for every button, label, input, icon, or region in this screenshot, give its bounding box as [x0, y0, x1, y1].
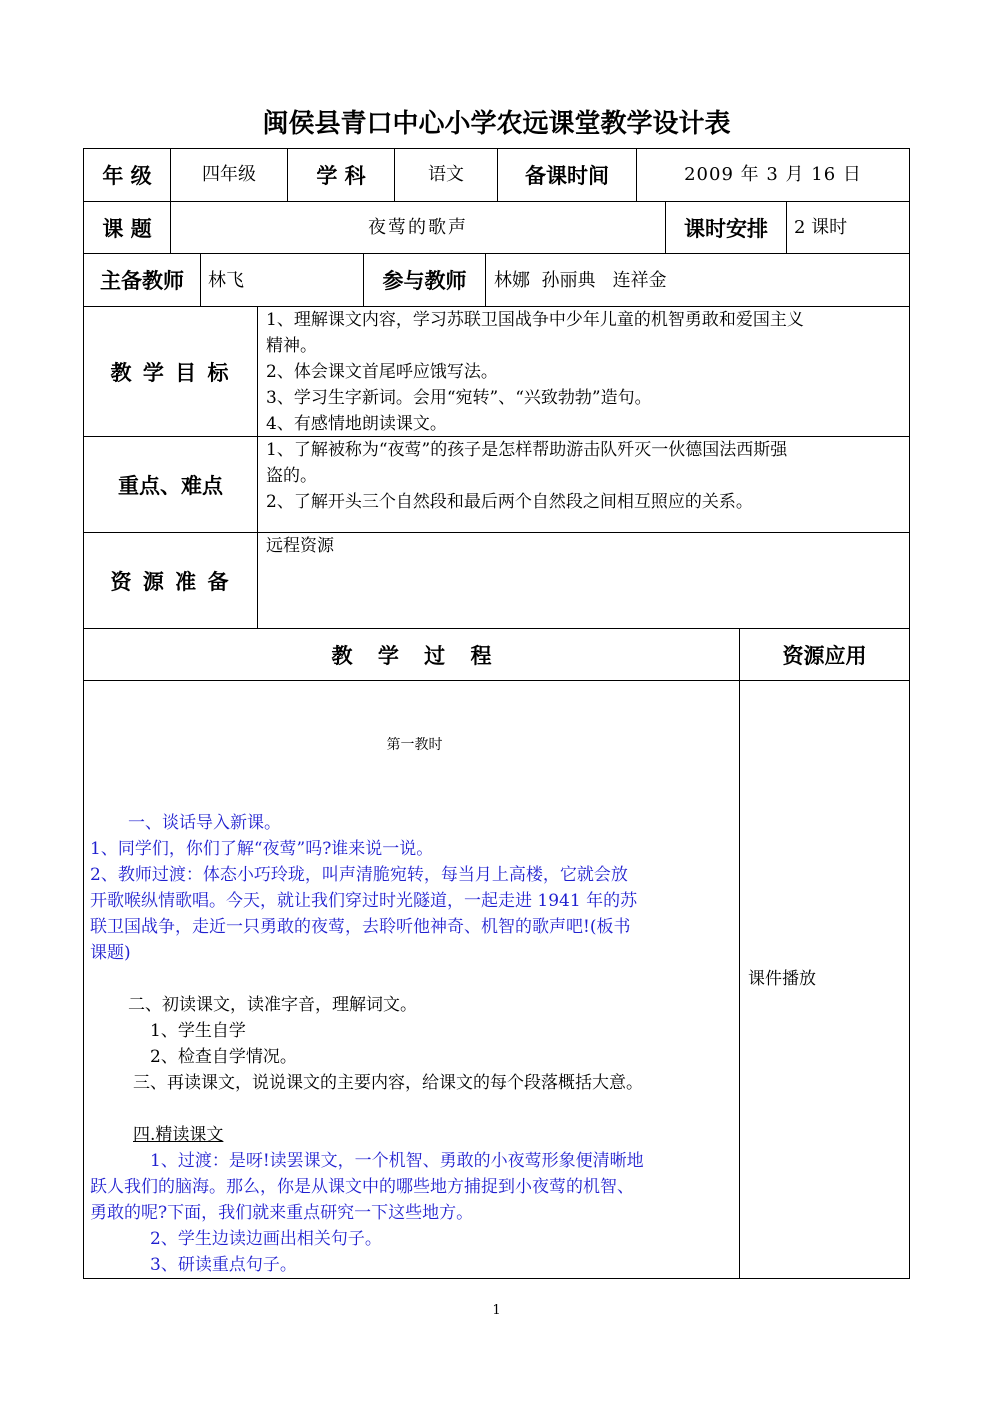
key-points-label: 重点、难点 [118, 473, 223, 498]
topic-label: 课 题 [102, 216, 152, 241]
participants-label: 参与教师 [382, 269, 467, 293]
participants-value: 林娜 孙丽典 连祥金 [494, 270, 667, 291]
key-point-line: 1、了解被称为“夜莺”的孩子是怎样帮助游击队歼灭一伙德国法西斯强 [266, 440, 788, 460]
section-heading: 四.精读课文 [133, 1125, 224, 1145]
schedule-label: 课时安排 [684, 216, 768, 241]
prep-time-value: 2009 年 3 月 16 日 [684, 164, 862, 185]
text-line: 3、研读重点句子。 [150, 1255, 297, 1275]
resource-use-value: 课件播放 [748, 969, 816, 989]
text-line: 2、学生边读边画出相关句子。 [150, 1229, 382, 1249]
text-line: 开歌喉纵情歌唱。今天，就让我们穿过时光隧道，一起走进 1941 年的苏 [90, 891, 638, 911]
text-line: 课题) [90, 943, 131, 963]
text-line: 1、同学们，你们了解“夜莺”吗?谁来说一说。 [90, 839, 434, 859]
objective-line: 4、有感情地朗读课文。 [266, 414, 447, 434]
objective-line: 精神。 [266, 336, 317, 356]
resources-label: 资 源 准 备 [110, 569, 231, 594]
subject-value: 语文 [428, 164, 464, 185]
objective-line: 2、体会课文首尾呼应饿写法。 [266, 362, 498, 382]
schedule-value: 2 课时 [794, 216, 848, 238]
text-line: 1、过渡：是呀!读罢课文，一个机智、勇敢的小夜莺形象便清晰地 [150, 1151, 644, 1171]
resource-use-header: 资源应用 [782, 643, 867, 668]
key-point-line: 2、了解开头三个自然段和最后两个自然段之间相互照应的关系。 [266, 492, 753, 512]
section-heading: 三、再读课文，说说课文的主要内容，给课文的每个段落概括大意。 [133, 1073, 643, 1093]
grade-label: 年 级 [102, 164, 152, 188]
subject-label: 学 科 [316, 164, 366, 188]
page-title: 闽侯县青口中心小学农远课堂教学设计表 [262, 109, 731, 139]
section-close-reading [90, 1122, 735, 1278]
text-line: 跃人我们的脑海。那么，你是从课文中的哪些地方捕捉到小夜莺的机智、 [90, 1177, 634, 1197]
key-point-line: 盗的。 [266, 466, 317, 486]
section-heading: 一、谈话导入新课。 [128, 813, 281, 833]
resources-value: 远程资源 [266, 536, 334, 556]
text-line: 联卫国战争，走近一只勇敢的夜莺，去聆听他神奇、机智的歌声吧!(板书 [90, 917, 631, 937]
objectives-label: 教 学 目 标 [110, 360, 231, 385]
topic-value: 夜莺的歌声 [368, 216, 468, 238]
section-heading: 二、初读课文，读准字音，理解词文。 [128, 995, 417, 1015]
process-header: 教 学 过 程 [331, 643, 492, 668]
prep-time-label: 备课时间 [525, 164, 609, 188]
text-line: 勇敢的呢?下面，我们就来重点研究一下这些地方。 [90, 1203, 474, 1223]
objective-line: 3、学习生字新词。会用“宛转”、“兴致勃勃”造句。 [266, 388, 652, 408]
key-points-list [266, 437, 906, 515]
objectives-list [266, 307, 906, 437]
text-line: 2、教师过渡：体态小巧玲珑，叫声清脆宛转，每当月上高楼，它就会放 [90, 865, 628, 885]
section-intro [90, 810, 735, 966]
main-teacher-value: 林飞 [208, 270, 244, 291]
page-number: 1 [492, 1303, 501, 1318]
main-teacher-label: 主备教师 [100, 269, 184, 293]
text-line: 1、学生自学 [150, 1021, 246, 1041]
grade-value: 四年级 [202, 164, 256, 185]
text-line: 2、检查自学情况。 [150, 1047, 297, 1067]
lesson-title: 第一教时 [386, 737, 443, 753]
objective-line: 1、理解课文内容，学习苏联卫国战争中少年儿童的机智勇敢和爱国主义 [266, 310, 804, 330]
section-first-reading [90, 992, 735, 1096]
